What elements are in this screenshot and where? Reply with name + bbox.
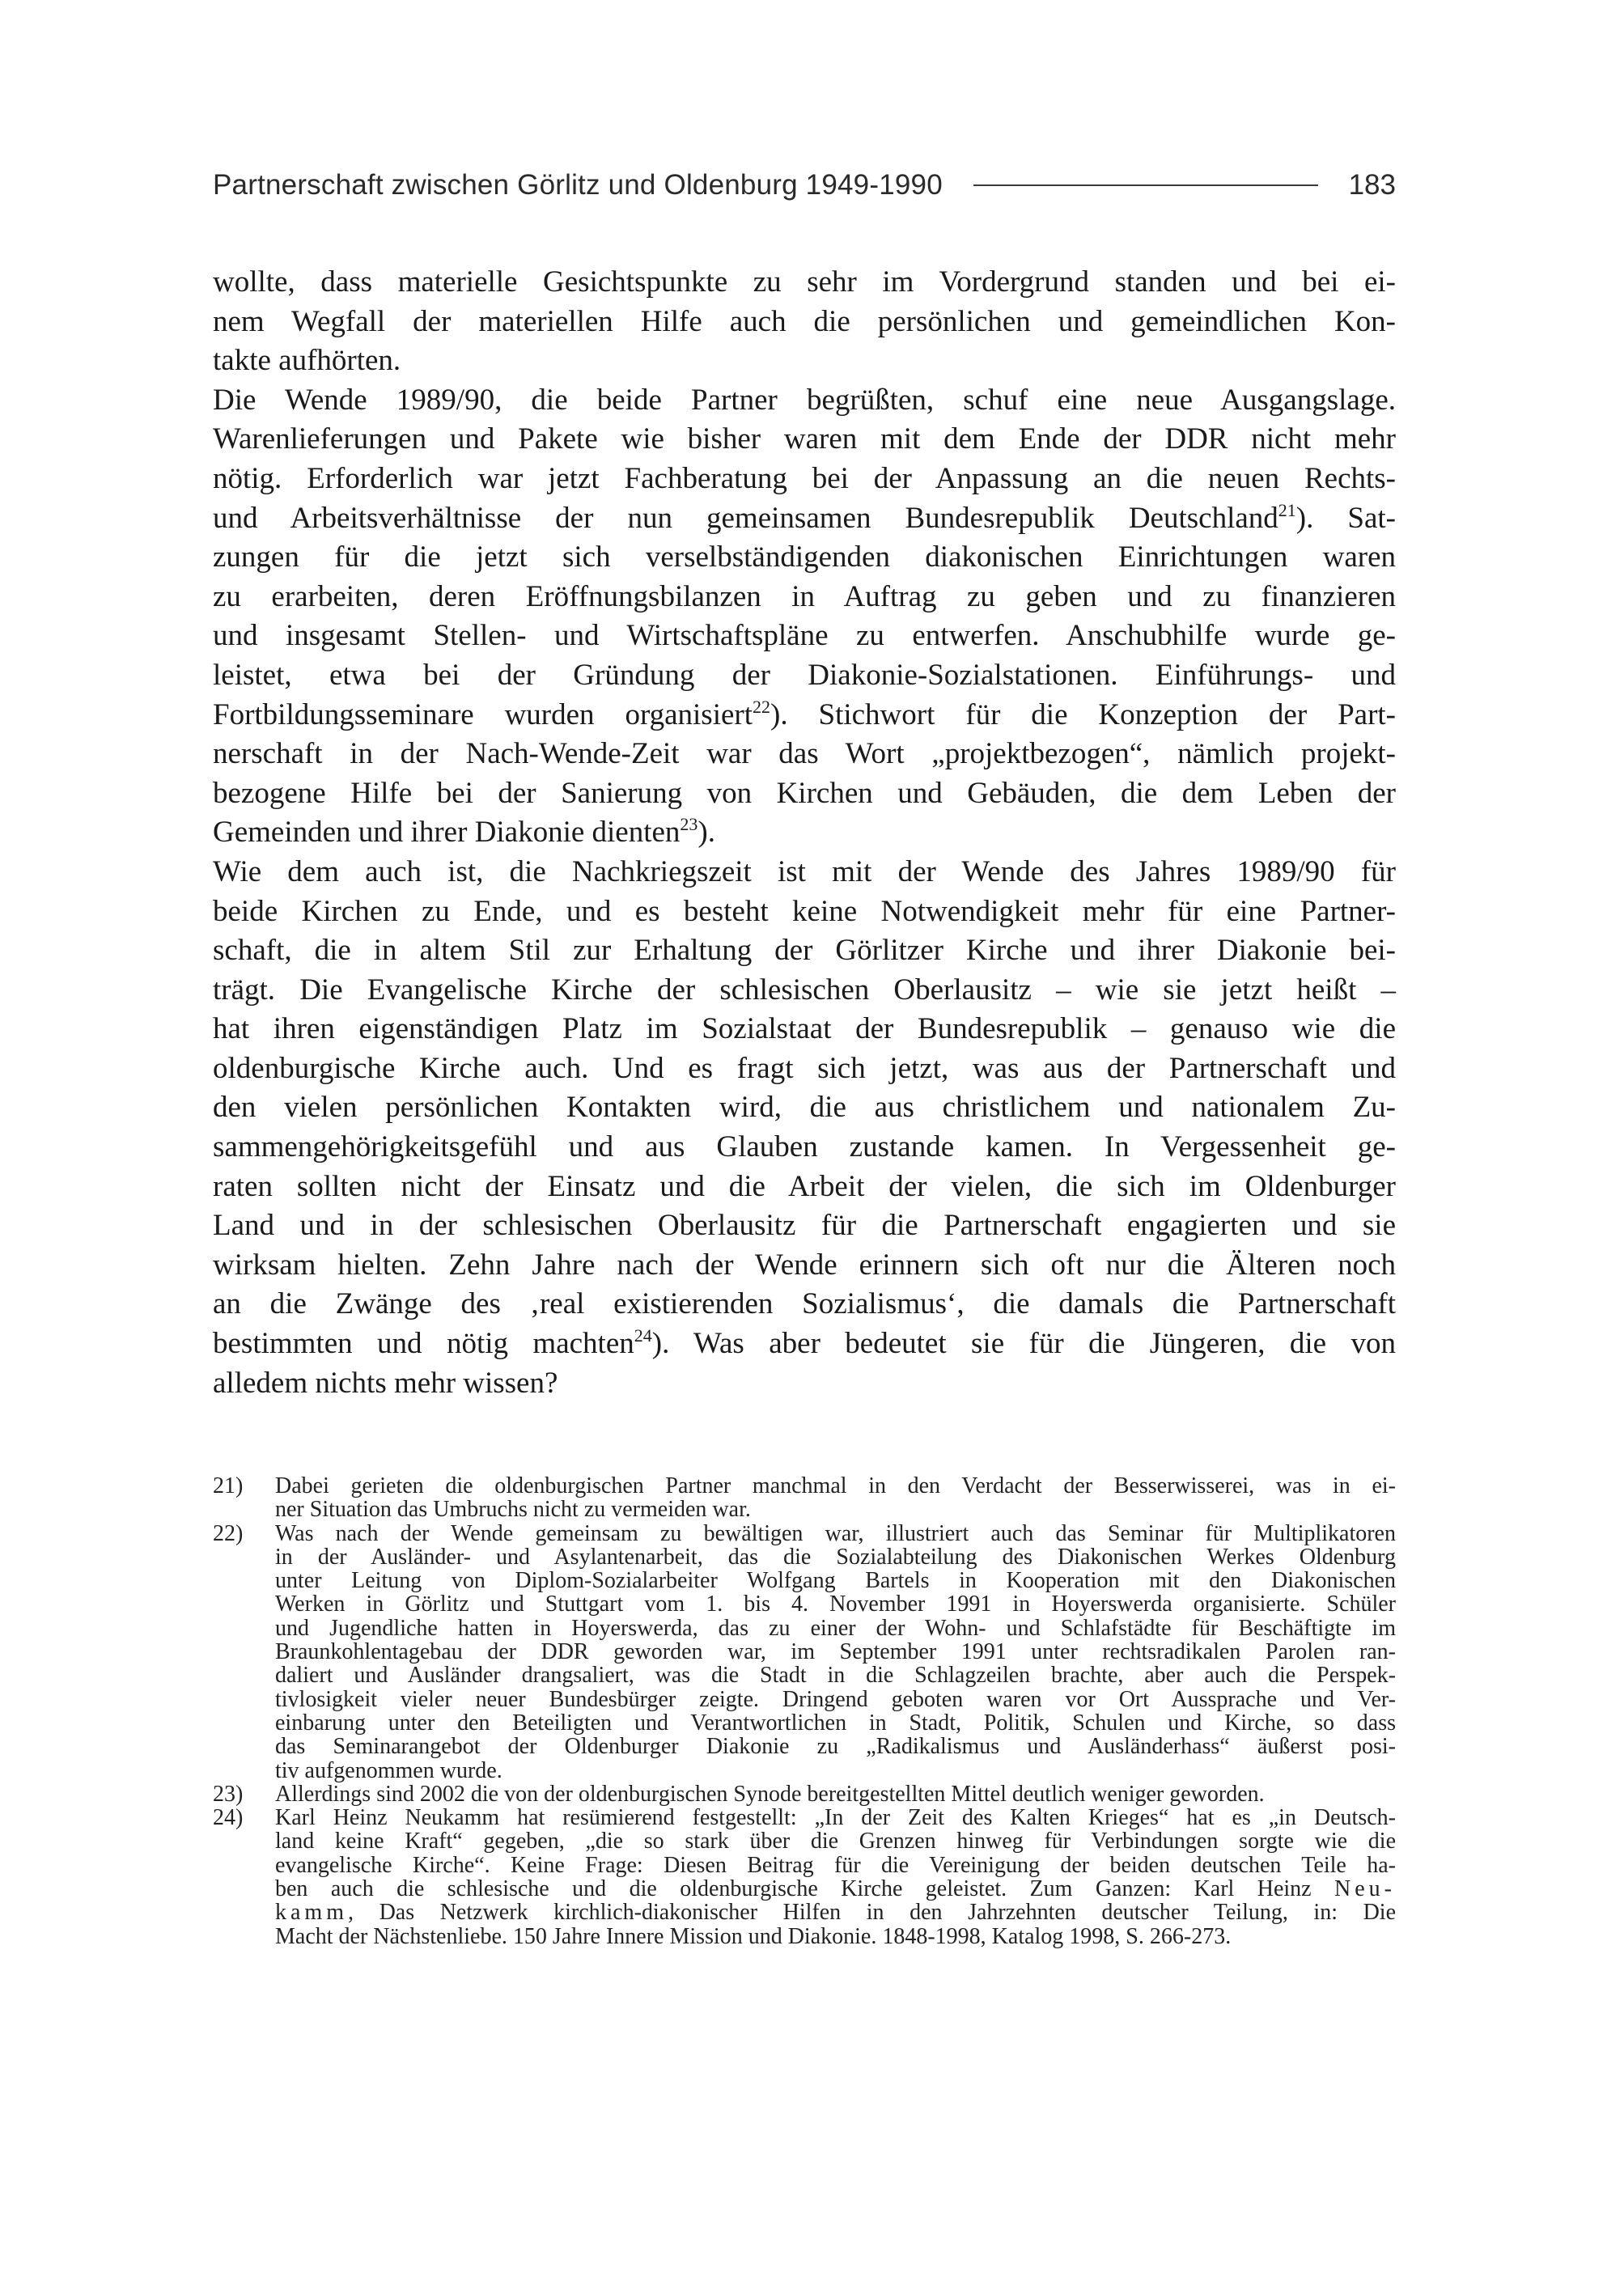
- text-segment: sammengehörigkeitsgefühl und aus Glauben zustande kamen. In Vergessenheit ge-: [213, 1130, 1396, 1164]
- text-line: [213, 813, 1396, 853]
- footnote-line: [275, 1522, 1396, 1545]
- text-segment: wollte, dass materielle Gesichtspunkte zu sehr im Vordergrund standen und bei ei-: [213, 265, 1396, 299]
- footnote-ref: 24: [634, 1325, 652, 1346]
- author-name-spaced: kamm: [275, 1900, 348, 1926]
- author-name-spaced: Neu-: [1334, 1876, 1397, 1902]
- footnote-text: ner Situation das Umbruchs nicht zu vermeiden war.: [275, 1497, 751, 1523]
- text-segment: beide Kirchen zu Ende, und es besteht keine Notwendigkeit mehr für eine Partner-: [213, 894, 1396, 928]
- text-line: [213, 1246, 1396, 1286]
- text-segment: hat ihren eigenständigen Platz im Sozialstaat der Bundesrepublik – genauso wie die: [213, 1012, 1396, 1046]
- footnotes: [213, 1474, 1396, 1948]
- text-line: [213, 1049, 1396, 1089]
- text-segment: schaft, die in altem Stil zur Erhaltung der Görlitzer Kirche und ihrer Diakonie bei-: [213, 934, 1396, 968]
- page-number: 183: [1348, 169, 1396, 201]
- text-line: [213, 853, 1396, 892]
- text-line: [213, 1128, 1396, 1168]
- main-text: [213, 263, 1396, 1403]
- text-line: [213, 263, 1396, 303]
- text-line: [213, 1325, 1396, 1364]
- text-segment: Land und in der schlesischen Oberlausitz für die Partnerschaft engagierten und sie: [213, 1209, 1396, 1243]
- footnote-text: Macht der Nächstenliebe. 150 Jahre Innere Mission und Diakonie. 1848-1998, Katalog 1998, S. 266-273.: [275, 1923, 1232, 1949]
- footnote-line: [275, 1592, 1396, 1616]
- running-header-title: Partnerschaft zwischen Görlitz und Oldenburg 1949-1990: [213, 169, 943, 201]
- footnote-number: 22): [213, 1520, 244, 1546]
- text-line: [213, 931, 1396, 971]
- footnote-line: [275, 1498, 1396, 1521]
- text-line: [213, 892, 1396, 932]
- text-line: [213, 420, 1396, 460]
- text-segment: oldenburgische Kirche auch. Und es fragt sich jetzt, was aus der Partnerschaft und: [213, 1051, 1396, 1085]
- footnote-line: [275, 1474, 1396, 1498]
- footnote-line: [275, 1735, 1396, 1758]
- footnote-line: [275, 1759, 1396, 1782]
- footnote-text: tivlosigkeit vieler neuer Bundesbürger zeigte. Dringend geboten waren vor Ort Aussprache und Ver-: [275, 1686, 1396, 1712]
- footnote-text: land keine Kraft“ gegeben, „die so stark über die Grenzen hinweg für Verbindungen sorgte wie die: [275, 1829, 1396, 1854]
- text-line: [213, 971, 1396, 1011]
- footnote-number: 23): [213, 1781, 244, 1807]
- footnote-text: unter Leitung von Diplom-Sozialarbeiter Wolfgang Bartels in Kooperation mit den Diakonischen: [275, 1568, 1396, 1594]
- text-segment: ). Sat-: [1295, 501, 1396, 535]
- text-segment: bezogene Hilfe bei der Sanierung von Kirchen und Gebäuden, die dem Leben der: [213, 776, 1396, 810]
- footnote-number: 24): [213, 1805, 244, 1831]
- text-line: [213, 460, 1396, 499]
- text-line: [213, 617, 1396, 656]
- text-line: [213, 1088, 1396, 1128]
- footnote: [213, 1474, 1396, 1522]
- footnote-text: evangelische Kirche“. Keine Frage: Diesen Beitrag für die Vereinigung der beiden deutschen Teile ha-: [275, 1852, 1396, 1878]
- footnote-text: Was nach der Wende gemeinsam zu bewältigen war, illustriert auch das Seminar für Multiplikatoren: [275, 1520, 1396, 1546]
- footnote-text: Dabei gerieten die oldenburgischen Partner manchmal in den Verdacht der Besserwisserei, was in ei-: [275, 1473, 1396, 1498]
- text-segment: ).: [698, 816, 715, 850]
- footnote: [213, 1782, 1396, 1806]
- text-segment: ). Stichwort für die Konzeption der Part-: [770, 697, 1396, 731]
- footnote-line: [275, 1829, 1396, 1853]
- text-segment: nem Wegfall der materiellen Hilfe auch die persönlichen und gemeindlichen Kon-: [213, 304, 1396, 338]
- footnote-line: [275, 1782, 1396, 1806]
- text-line: [213, 735, 1396, 774]
- text-segment: bestimmten und nötig machten: [213, 1327, 634, 1361]
- text-line: [213, 538, 1396, 578]
- text-segment: Die Wende 1989/90, die beide Partner begrüßten, schuf eine neue Ausgangslage.: [213, 383, 1396, 417]
- footnote-line: [275, 1569, 1396, 1592]
- footnote-text: Braunkohlentagebau der DDR geworden war, im September 1991 unter rechtsradikalen Parolen ran-: [275, 1639, 1396, 1665]
- footnote-line: [275, 1925, 1396, 1948]
- text-segment: zu erarbeiten, deren Eröffnungsbilanzen in Auftrag zu geben und zu finanzieren: [213, 579, 1396, 613]
- text-segment: Wie dem auch ist, die Nachkriegszeit ist mit der Wende des Jahres 1989/90 für: [213, 854, 1396, 888]
- text-segment: Warenlieferungen und Pakete wie bisher waren mit dem Ende der DDR nicht mehr: [213, 422, 1396, 456]
- footnote-line: [275, 1688, 1396, 1711]
- text-line: [213, 696, 1396, 735]
- text-segment: takte aufhörten.: [213, 344, 401, 378]
- footnote-text: daliert und Ausländer drangsaliert, was die Stadt in die Schlagzeilen brachte, aber auch die Perspek-: [275, 1663, 1396, 1689]
- footnote-line: [275, 1640, 1396, 1664]
- text-segment: raten sollten nicht der Einsatz und die Arbeit der vielen, die sich im Oldenburger: [213, 1169, 1396, 1203]
- text-line: [213, 1364, 1396, 1404]
- text-segment: ). Was aber bedeutet sie für die Jüngeren, die von: [651, 1327, 1397, 1361]
- footnote-text: Werken in Görlitz und Stuttgart vom 1. bis 4. November 1991 in Hoyerswerda organisierte. Schüler: [275, 1592, 1396, 1617]
- footnote-ref: 21: [1278, 499, 1296, 520]
- text-line: [213, 1285, 1396, 1325]
- footnote-line: [275, 1901, 1396, 1924]
- text-segment: Fortbildungsseminare wurden organisiert: [213, 697, 753, 731]
- text-line: [213, 578, 1396, 617]
- text-segment: zungen für die jetzt sich verselbständigenden diakonischen Einrichtungen waren: [213, 540, 1396, 574]
- text-line: [213, 381, 1396, 421]
- text-segment: nerschaft in der Nach-Wende-Zeit war das Wort „projektbezogen“, nämlich projekt-: [213, 737, 1396, 771]
- footnote-ref: 23: [680, 814, 698, 835]
- running-header: [213, 167, 1396, 204]
- footnote-line: [275, 1664, 1396, 1687]
- text-line: [213, 656, 1396, 696]
- text-line: [213, 1168, 1396, 1207]
- text-segment: den vielen persönlichen Kontakten wird, die aus christlichem und nationalem Zu-: [213, 1091, 1396, 1125]
- text-segment: alledem nichts mehr wissen?: [213, 1366, 558, 1400]
- footnote-line: [275, 1806, 1396, 1829]
- footnote-line: [275, 1877, 1396, 1901]
- footnote-line: [275, 1711, 1396, 1735]
- footnote-number: 21): [213, 1473, 244, 1498]
- footnote-text: in der Ausländer- und Asylantenarbeit, das die Sozialabteilung des Diakonischen Werkes Oldenburg: [275, 1544, 1396, 1570]
- footnote-text: und Jugendliche hatten in Hoyerswerda, das zu einer der Wohn- und Schlafstädte für Beschäftigte im: [275, 1615, 1396, 1641]
- header-rule: [973, 184, 1318, 186]
- text-segment: nötig. Erforderlich war jetzt Fachberatung bei der Anpassung an die neuen Rechts-: [213, 461, 1396, 495]
- footnote: [213, 1522, 1396, 1782]
- footnote-text: ben auch die schlesische und die oldenburgische Kirche geleistet. Zum Ganzen: Karl Heinz: [275, 1876, 1312, 1902]
- footnote-text: das Seminarangebot der Oldenburger Diakonie zu „Radikalismus und Ausländerhass“ äußerst posi-: [275, 1734, 1396, 1760]
- text-segment: trägt. Die Evangelische Kirche der schlesischen Oberlausitz – wie sie jetzt heißt –: [213, 973, 1396, 1007]
- text-line: [213, 1010, 1396, 1049]
- text-segment: leistet, etwa bei der Gründung der Diakonie-Sozialstationen. Einführungs- und: [213, 658, 1396, 692]
- footnote-line: [275, 1854, 1396, 1877]
- footnote-line: [275, 1545, 1396, 1569]
- text-line: [213, 774, 1396, 814]
- text-segment: Gemeinden und ihrer Diakonie dienten: [213, 816, 681, 850]
- footnote-ref: 22: [753, 696, 771, 717]
- text-line: [213, 499, 1396, 539]
- footnote-line: [275, 1617, 1396, 1640]
- footnote-text: Karl Heinz Neukamm hat resümierend festgestellt: „In der Zeit des Kalten Krieges“ hat es „in Deutsch-: [275, 1805, 1396, 1831]
- text-segment: und Arbeitsverhältnisse der nun gemeinsamen Bundesrepublik Deutschland: [213, 501, 1278, 535]
- text-line: [213, 303, 1396, 342]
- footnote: [213, 1806, 1396, 1948]
- text-line: [213, 341, 1396, 381]
- text-segment: wirksam hielten. Zehn Jahre nach der Wende erinnern sich oft nur die Älteren noch: [213, 1248, 1396, 1282]
- text-segment: und insgesamt Stellen- und Wirtschaftspläne zu entwerfen. Anschubhilfe wurde ge-: [213, 619, 1396, 653]
- footnote-text: tiv aufgenommen wurde.: [275, 1757, 502, 1783]
- footnote-text: einbarung unter den Beteiligten und Verantwortlichen in Stadt, Politik, Schulen und Kirche, so dass: [275, 1710, 1396, 1736]
- text-line: [213, 1206, 1396, 1246]
- footnote-text: Allerdings sind 2002 die von der oldenburgischen Synode bereitgestellten Mittel deutlich weniger geworden.: [275, 1781, 1265, 1807]
- footnote-text: , Das Netzwerk kirchlich-diakonischer Hilfen in den Jahrzehnten deutscher Teilung, in: Die: [348, 1900, 1396, 1926]
- text-segment: an die Zwänge des ‚real existierenden Sozialismus‘, die damals die Partnerschaft: [213, 1287, 1396, 1321]
